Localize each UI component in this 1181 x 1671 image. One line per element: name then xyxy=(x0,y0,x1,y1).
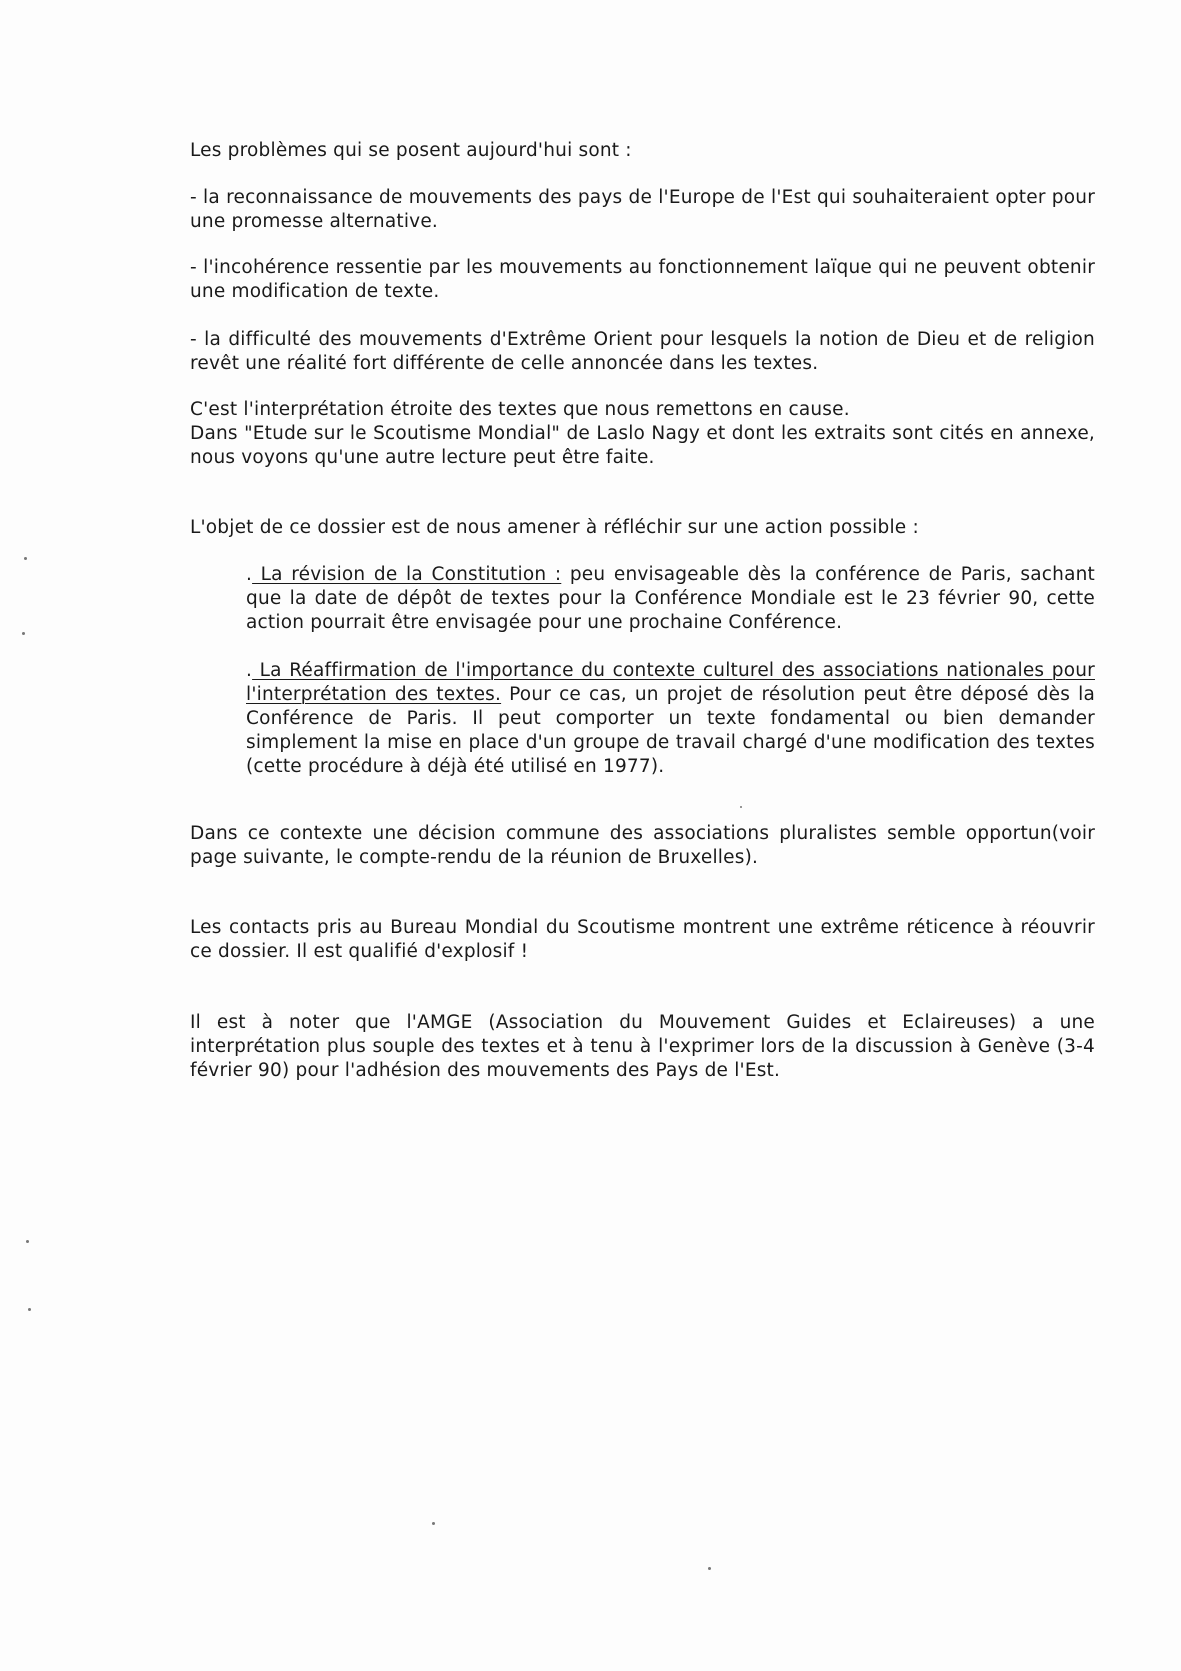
scan-speck xyxy=(708,1567,711,1570)
scan-speck xyxy=(24,557,27,560)
amge-paragraph: Il est à noter que l'AMGE (Association du Mouvement Guides et Eclaireuses) a une interprétation plus souple des textes et à tenu à l'exprimer lors de la discussion à Genève (3-4 février 90) pour l'adhésion des mouvements des Pays de l'Est. xyxy=(190,1012,1095,1081)
interpretation-sentence: C'est l'interprétation étroite des textes que nous remettons en cause. xyxy=(190,399,850,420)
scan-speck xyxy=(28,1308,31,1311)
action-reaffirmation-body: Pour ce cas, un projet de résolution peut être déposé dès la Conférence de Paris. Il peut comporter un texte fondamental ou bien demander simplement la mise en place d'un groupe de travail chargé d'une modification des textes (cette procédure à déjà été utilisé en 1977). xyxy=(246,684,1095,777)
action-reaffirmation-title: La Réaffirmation de l'importance du contexte culturel des associations nationales pour l'interprétation des textes. xyxy=(246,660,1095,705)
nagy-reference-paragraph: Dans "Etude sur le Scoutisme Mondial" de Laslo Nagy et dont les extraits sont cités en annexe, nous voyons qu'une autre lecture peut être faite. xyxy=(190,423,1095,468)
action-reaffirmation-paragraph xyxy=(246,659,1095,779)
contacts-paragraph: Les contacts pris au Bureau Mondial du Scoutisme montrent une extrême réticence à réouvrir ce dossier. Il est qualifié d'explosif ! xyxy=(190,917,1095,962)
problem-paragraph-far-east: - la difficulté des mouvements d'Extrême Orient pour lesquels la notion de Dieu et de religion revêt une réalité fort différente de celle annoncée dans les textes. xyxy=(190,329,1095,374)
action-constitution-bullet: . xyxy=(246,564,253,585)
scan-speck xyxy=(22,632,25,635)
problem-paragraph-eastern-europe: - la reconnaissance de mouvements des pays de l'Europe de l'Est qui souhaiteraient opter pour une promesse alternative. xyxy=(190,187,1095,232)
intro-paragraph: Les problèmes qui se posent aujourd'hui sont : xyxy=(190,140,632,161)
scan-speck xyxy=(740,806,742,808)
action-constitution-paragraph xyxy=(246,563,1095,635)
objective-paragraph: L'objet de ce dossier est de nous amener à réfléchir sur une action possible : xyxy=(190,517,919,538)
problem-paragraph-secular: - l'incohérence ressentie par les mouvements au fonctionnement laïque qui ne peuvent obtenir une modification de texte. xyxy=(190,257,1095,302)
scan-speck xyxy=(432,1522,435,1525)
context-paragraph: Dans ce contexte une décision commune des associations pluralistes semble opportun(voir page suivante, le compte-rendu de la réunion de Bruxelles). xyxy=(190,823,1095,868)
action-reaffirmation-bullet: . xyxy=(246,660,253,681)
scan-speck xyxy=(26,1240,29,1243)
action-constitution-title: La révision de la Constitution : xyxy=(252,564,562,585)
action-constitution-body: peu envisageable dès la conférence de Paris, sachant que la date de dépôt de textes pour la Conférence Mondiale est le 23 février 90, cette action pourrait être envisagée pour une prochaine Conférence. xyxy=(246,564,1096,633)
